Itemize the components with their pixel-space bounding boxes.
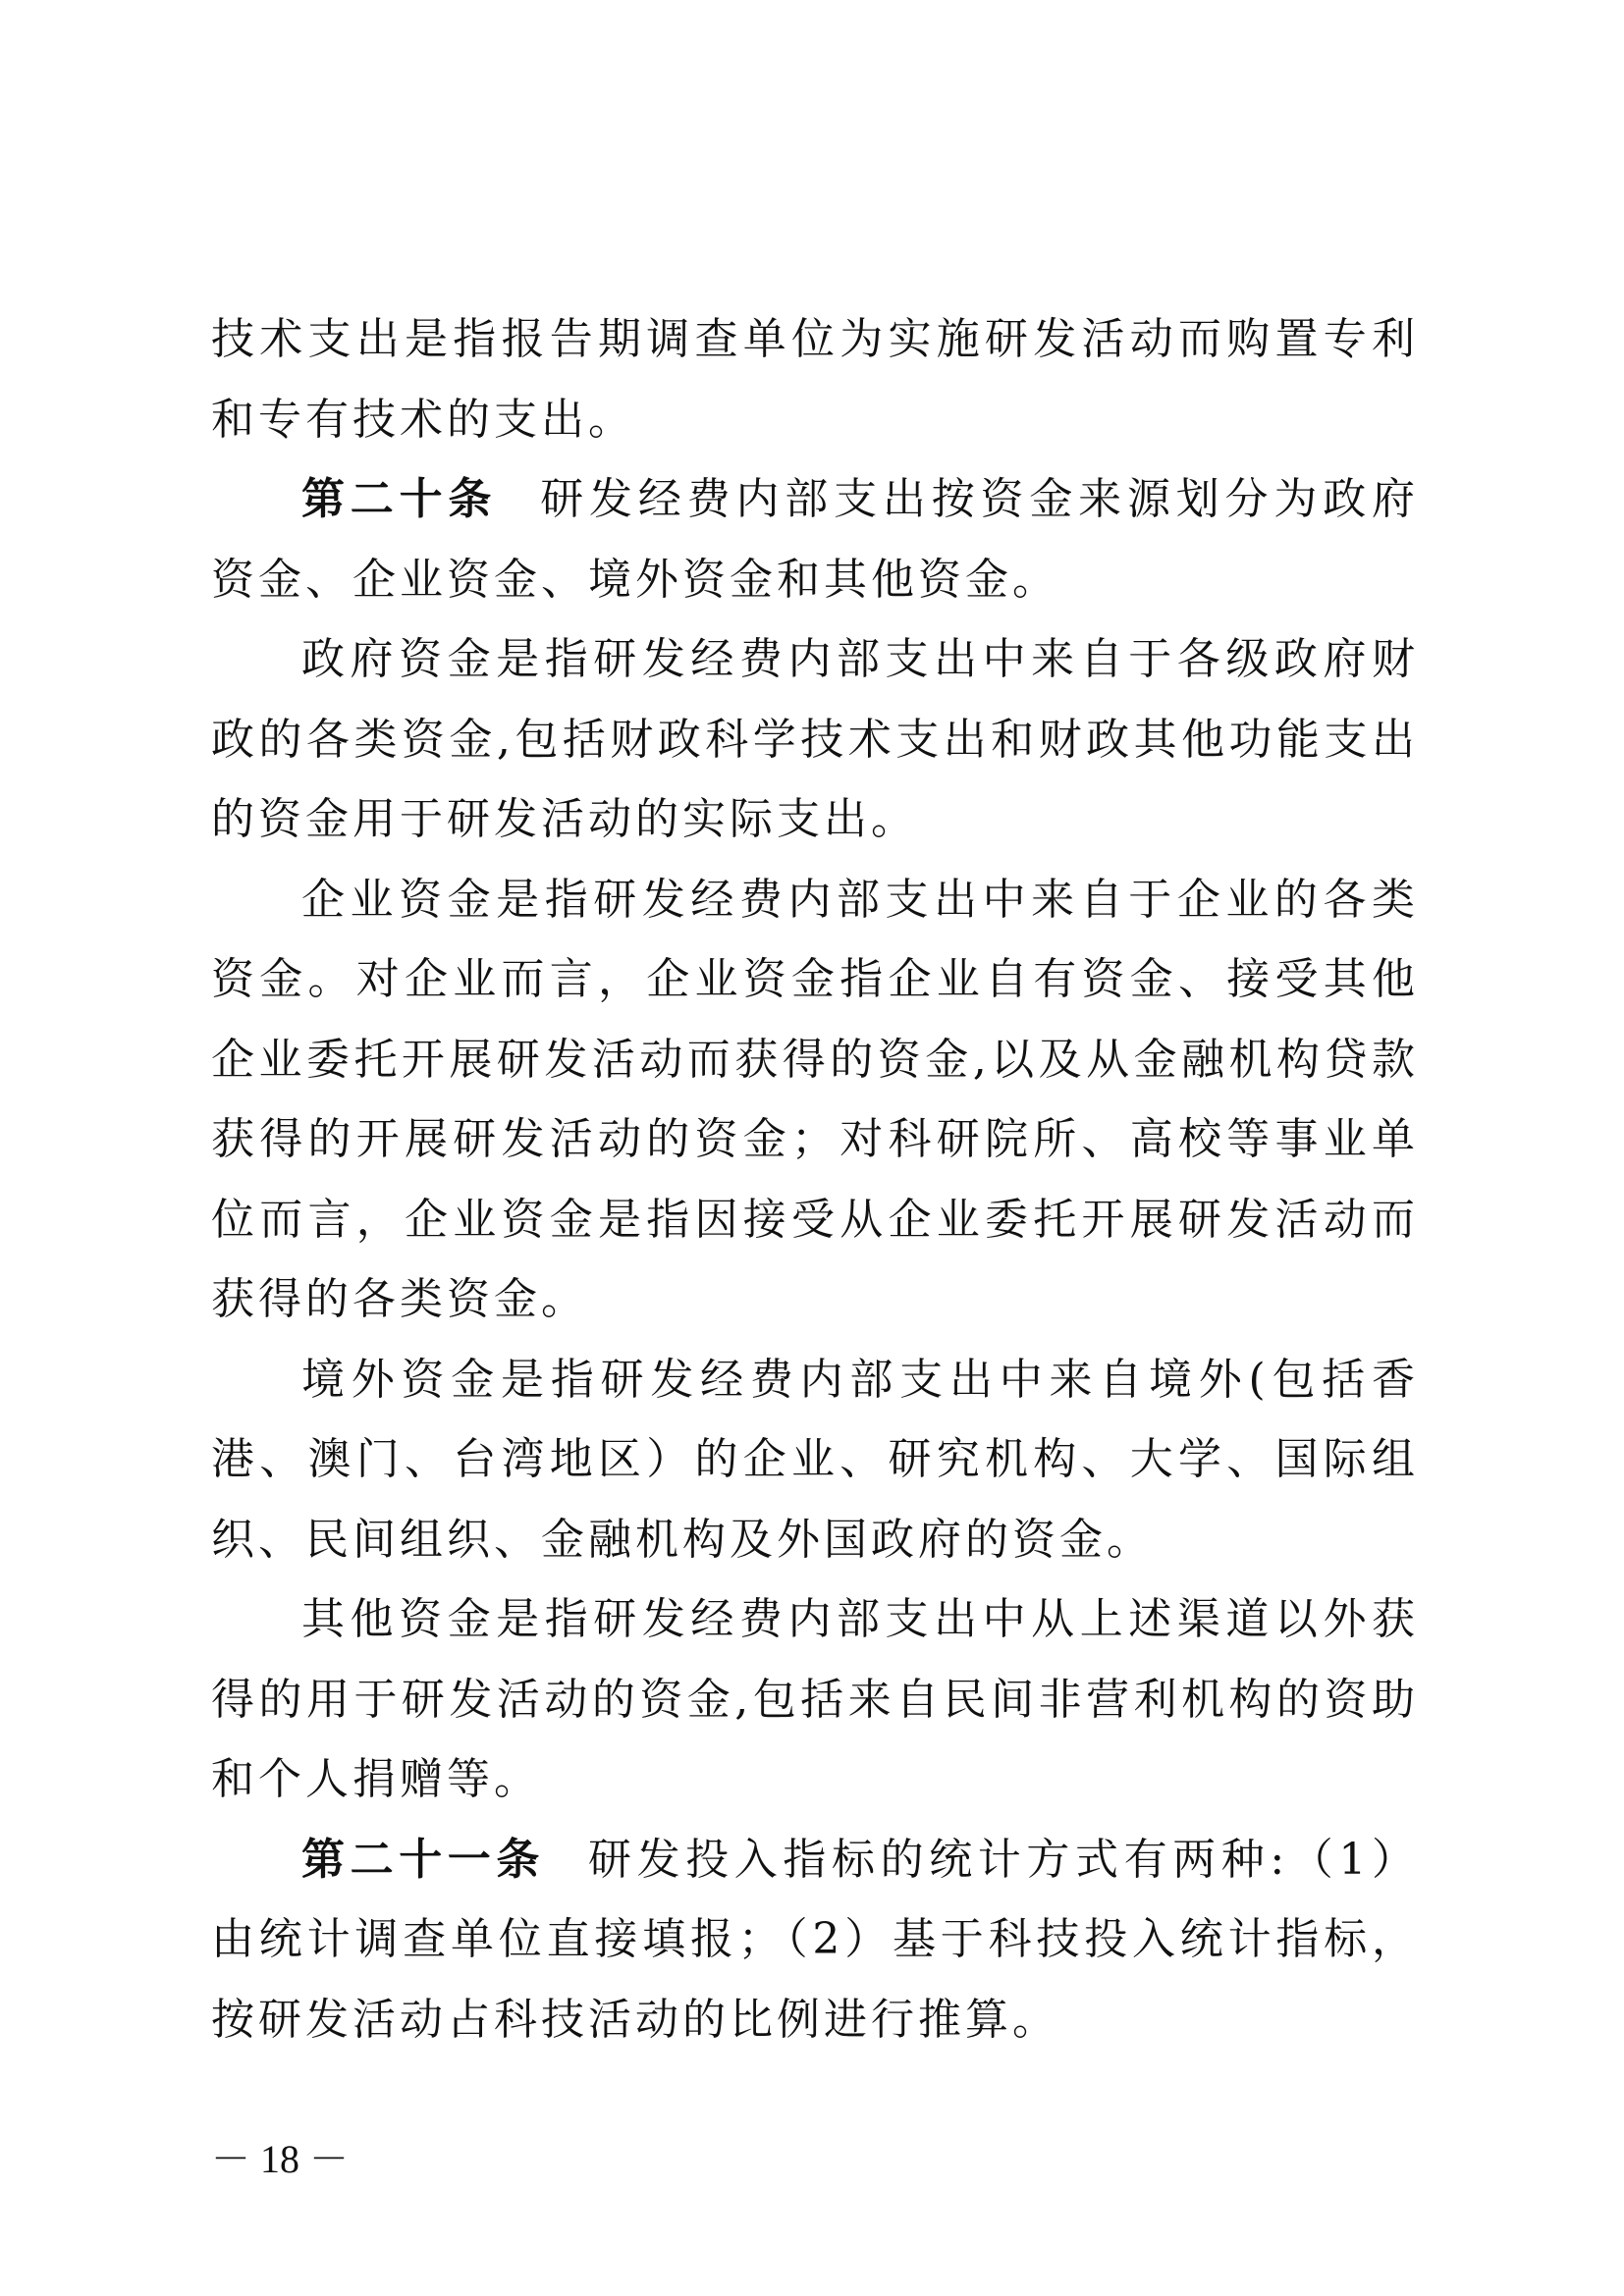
article-20 — [211, 459, 1419, 619]
article-21-number: 第二十一条 — [301, 1834, 545, 1885]
paragraph-enterprise-funds: 企业资金是指研发经费内部支出中来自于企业的各类资金。对企业而言，企业资金指企业自有资金、接受其他企业委托开展研发活动而获得的资金,以及从金融机构贷款获得的开展研发活动的资金；对科研院所、高校等事业单位而言，企业资金是指因接受从企业委托开展研发活动而获得的各类资金。 — [211, 874, 1419, 1324]
article-21-text: 研发投入指标的统计方式有两种:（1）由统计调查单位直接填报；（2）基于科技投入统计指标，按研发活动占科技活动的比例进行推算。 — [211, 1834, 1419, 2045]
article-21 — [211, 1820, 1419, 2060]
paragraph-other-funds: 其他资金是指研发经费内部支出中从上述渠道以外获得的用于研发活动的资金,包括来自民间非营利机构的资助和个人捐赠等。 — [211, 1594, 1419, 1804]
page-number: － 18 － — [211, 2137, 349, 2181]
paragraph-tech-expenditure: 技术支出是指报告期调查单位为实施研发活动而购置专利和专有技术的支出。 — [211, 314, 1419, 445]
article-20-number: 第二十条 — [301, 474, 498, 524]
paragraph-overseas-funds: 境外资金是指研发经费内部支出中来自境外(包括香港、澳门、台湾地区）的企业、研究机构、大学、国际组织、民间组织、金融机构及外国政府的资金。 — [211, 1354, 1419, 1565]
document-body — [211, 299, 1419, 2059]
article-20-text: 研发经费内部支出按资金来源划分为政府资金、企业资金、境外资金和其他资金。 — [211, 474, 1420, 605]
paragraph-government-funds: 政府资金是指研发经费内部支出中来自于各级政府财政的各类资金,包括财政科学技术支出和财政其他功能支出的资金用于研发活动的实际支出。 — [211, 634, 1419, 844]
